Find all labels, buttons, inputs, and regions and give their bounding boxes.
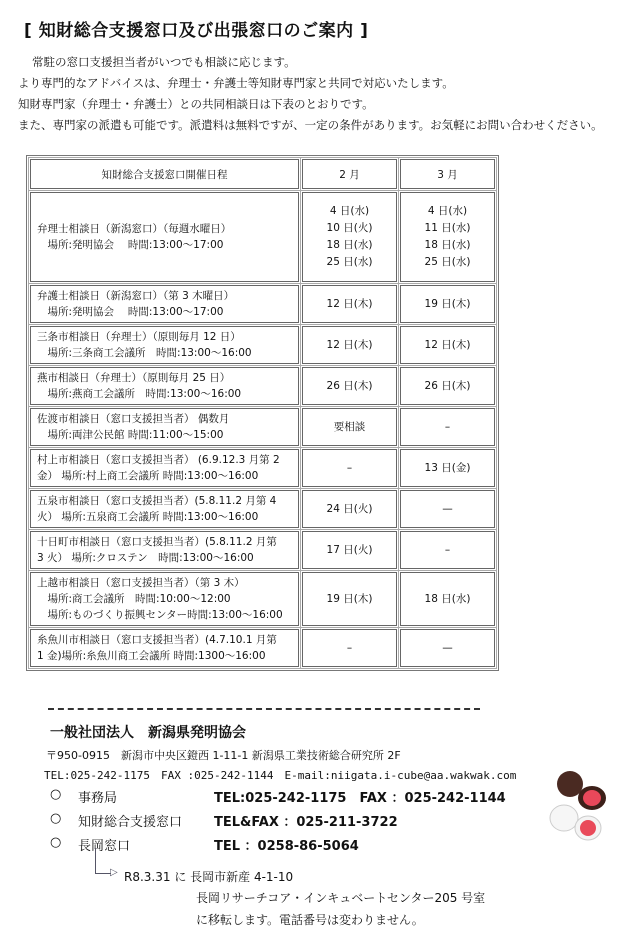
strawberry-chocolate-illustration xyxy=(548,770,612,842)
relocation-line: R8.3.31 に 長岡市新産 4-1-10 xyxy=(124,870,294,884)
row-description xyxy=(30,408,299,446)
mar-dates-line: 12 日(木) xyxy=(424,338,471,351)
row-description-line: 三条市相談日（弁理士）（原則毎月 12 日） xyxy=(37,331,241,343)
bullet: ○ xyxy=(50,811,62,826)
office-contact: TEL:025-242-1175 FAX ：025-242-1144 xyxy=(214,791,506,806)
feb-dates-line: 25 日(水) xyxy=(326,256,373,268)
row-description-line: 糸魚川市相談日（窓口支援担当者）(4.7.10.1 月第 xyxy=(37,634,277,646)
feb-dates xyxy=(302,449,397,487)
office-row xyxy=(50,811,398,830)
organization-name: 一般社団法人 新潟県発明協会 xyxy=(50,725,246,741)
mar-dates-line: — xyxy=(442,502,453,515)
feb-dates-line: 12 日(木) xyxy=(326,297,373,310)
header-schedule: 知財総合支援窓口開催日程 xyxy=(30,159,299,189)
row-description-line: 十日町市相談日（窓口支援担当者）(5.8.11.2 月第 xyxy=(37,536,277,548)
table-row xyxy=(30,408,495,446)
feb-dates xyxy=(302,326,397,364)
intro-line: より専門的なアドバイスは、弁理士・弁護士等知財専門家と共同で対応いたします。 xyxy=(18,76,454,90)
page-title: [ 知財総合支援窓口及び出張窓口のご案内 ] xyxy=(24,21,369,41)
feb-dates-line: 17 日(火) xyxy=(326,543,373,556)
mar-dates xyxy=(400,326,495,364)
row-description-line: 場所:燕商工会議所 時間:13:00～16:00 xyxy=(37,388,242,400)
feb-dates xyxy=(302,572,397,626)
table-row xyxy=(30,449,495,487)
row-description-line: 五泉市相談日（窓口支援担当者）(5.8.11.2 月第 4 xyxy=(37,495,277,507)
table-row xyxy=(30,629,495,667)
mar-dates-line: 4 日(水) xyxy=(427,205,468,217)
schedule-table xyxy=(26,155,499,671)
feb-dates-line: 12 日(木) xyxy=(326,338,373,351)
mar-dates-line: – xyxy=(444,420,451,433)
mar-dates-line: 11 日(水) xyxy=(424,222,471,234)
row-description-line: 3 火） 場所:クロステン 時間:13:00～16:00 xyxy=(37,552,254,564)
bullet: ○ xyxy=(50,787,62,802)
office-name: 事務局 xyxy=(78,791,118,806)
mar-dates xyxy=(400,408,495,446)
feb-dates-line: 4 日(水) xyxy=(329,205,370,217)
address: 〒950-0915 新潟市中央区鐙西 1-11-1 新潟県工業技術総合研究所 2F xyxy=(46,749,401,762)
mar-dates-line: 19 日(木) xyxy=(424,297,471,310)
row-description-line: 火） 場所:五泉商工会議所 時間:13:00～16:00 xyxy=(37,511,259,523)
header-mar: 3 月 xyxy=(400,159,495,189)
table-row xyxy=(30,285,495,323)
row-description-line: 村上市相談日（窓口支援担当者） (6.9.12.3 月第 2 xyxy=(37,454,280,466)
row-description xyxy=(30,367,299,405)
feb-dates xyxy=(302,531,397,569)
mar-dates-line: – xyxy=(444,543,451,556)
header-feb: 2 月 xyxy=(302,159,397,189)
office-contact: TEL ：0258-86-5064 xyxy=(214,839,359,854)
row-description xyxy=(30,490,299,528)
mar-dates-line: 13 日(金) xyxy=(424,461,471,474)
row-description-line: 佐渡市相談日（窓口支援担当者） 偶数月 xyxy=(37,413,230,425)
feb-dates-line: 24 日(火) xyxy=(326,502,373,515)
row-description-line: 場所:商工会議所 時間:10:00～12:00 xyxy=(37,593,231,605)
feb-dates xyxy=(302,367,397,405)
arrowhead-icon: ▷ xyxy=(110,867,118,878)
feb-dates xyxy=(302,490,397,528)
intro-line: 知財専門家（弁理士・弁護士）との共同相談日は下表のとおりです。 xyxy=(18,97,374,111)
mar-dates-line: 18 日(水) xyxy=(424,592,471,605)
mar-dates xyxy=(400,531,495,569)
feb-dates-line: 18 日(水) xyxy=(326,239,373,251)
mar-dates xyxy=(400,285,495,323)
mar-dates-line: — xyxy=(442,641,453,654)
intro-text xyxy=(18,52,603,136)
row-description xyxy=(30,449,299,487)
office-name: 長岡窓口 xyxy=(78,839,131,854)
feb-dates xyxy=(302,192,397,282)
bullet: ○ xyxy=(50,835,62,850)
feb-dates-line: 10 日(火) xyxy=(326,222,373,234)
table-row xyxy=(30,367,495,405)
mar-dates xyxy=(400,367,495,405)
office-name: 知財総合支援窓口 xyxy=(78,815,183,830)
feb-dates xyxy=(302,285,397,323)
row-description-line: 金） 場所:村上商工会議所 時間:13:00～16:00 xyxy=(37,470,259,482)
relocation-line: に移転します。電話番号は変わりません。 xyxy=(196,913,424,927)
feb-dates-line: – xyxy=(346,641,353,654)
feb-dates-line: – xyxy=(346,461,353,474)
mar-dates-line: 18 日(水) xyxy=(424,239,471,251)
table-row xyxy=(30,572,495,626)
row-description-line: 燕市相談日（弁理士）（原則毎月 25 日） xyxy=(37,372,231,384)
mar-dates xyxy=(400,449,495,487)
row-description-line: 場所:ものづくり振興センター時間:13:00～16:00 xyxy=(37,609,283,621)
row-description-line: 場所:発明協会 時間:13:00～17:00 xyxy=(37,239,224,251)
mar-dates-line: 25 日(水) xyxy=(424,256,471,268)
office-contact: TEL&FAX ：025-211-3722 xyxy=(214,815,398,830)
row-description-line: 弁護士相談日（新潟窓口）（第 3 木曜日） xyxy=(37,290,235,302)
feb-dates xyxy=(302,629,397,667)
feb-dates xyxy=(302,408,397,446)
divider xyxy=(48,708,480,710)
feb-dates-line: 19 日(木) xyxy=(326,592,373,605)
row-description xyxy=(30,531,299,569)
row-description xyxy=(30,192,299,282)
intro-line: また、専門家の派遣も可能です。派遣料は無料ですが、一定の条件があります。お気軽にお問い合わせください。 xyxy=(18,118,603,132)
arrow-icon xyxy=(95,848,111,874)
mar-dates-line: 26 日(木) xyxy=(424,379,471,392)
row-description-line: 弁理士相談日（新潟窓口）（毎週水曜日） xyxy=(37,223,232,235)
intro-line: 常駐の窓口支援担当者がいつでも相談に応じます。 xyxy=(32,55,296,69)
table-row xyxy=(30,490,495,528)
table-row xyxy=(30,531,495,569)
contact-line: TEL:025-242-1175 FAX :025-242-1144 E-mail:niigata.i-cube@aa.wakwak.com xyxy=(44,769,517,782)
row-description-line: 場所:発明協会 時間:13:00～17:00 xyxy=(37,306,224,318)
mar-dates xyxy=(400,192,495,282)
relocation-line: 長岡リサーチコア・インキュベートセンター205 号室 xyxy=(196,891,486,905)
row-description-line: 場所:三条商工会議所 時間:13:00～16:00 xyxy=(37,347,252,359)
row-description xyxy=(30,572,299,626)
table-row xyxy=(30,326,495,364)
row-description-line: 場所:両津公民館 時間:11:00～15:00 xyxy=(37,429,224,441)
mar-dates xyxy=(400,490,495,528)
table-row xyxy=(30,192,495,282)
row-description xyxy=(30,629,299,667)
row-description-line: 上越市相談日（窓口支援担当者）（第 3 木） xyxy=(37,577,245,589)
row-description xyxy=(30,285,299,323)
row-description-line: 1 金)場所:糸魚川商工会議所 時間:1300～16:00 xyxy=(37,650,266,662)
row-description xyxy=(30,326,299,364)
mar-dates xyxy=(400,572,495,626)
feb-dates-line: 要相談 xyxy=(333,420,366,433)
feb-dates-line: 26 日(木) xyxy=(326,379,373,392)
office-row xyxy=(50,787,506,806)
mar-dates xyxy=(400,629,495,667)
